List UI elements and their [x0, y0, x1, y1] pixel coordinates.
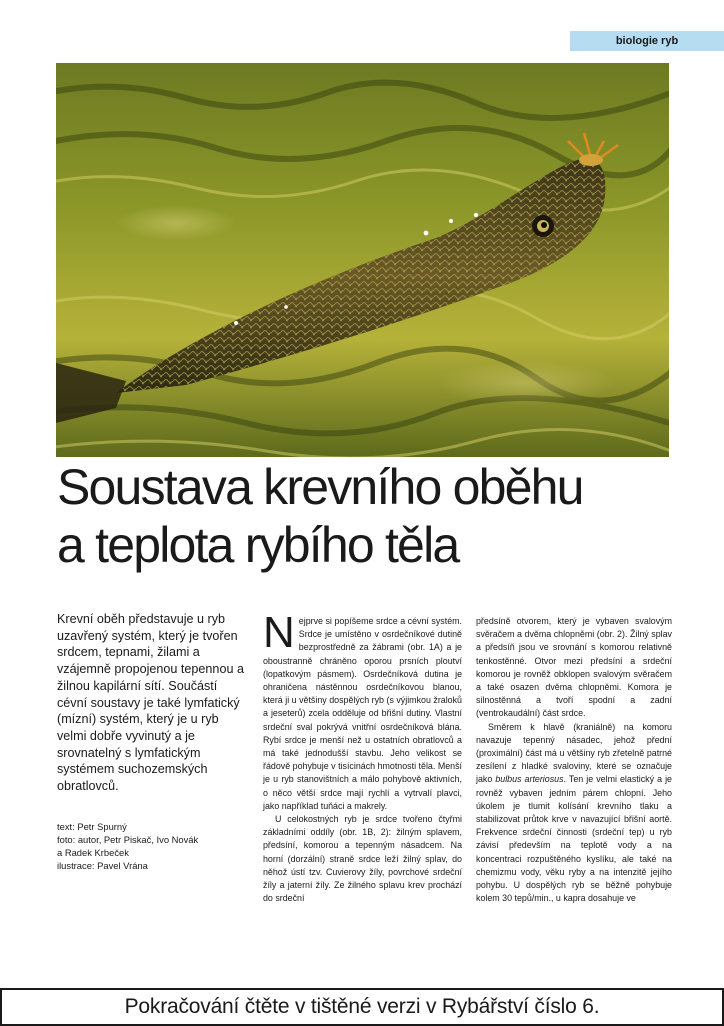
- drop-cap: N: [263, 608, 295, 657]
- body-paragraph: [263, 608, 462, 813]
- body-paragraph-text: ejprve si popíšeme srdce a cévní systém. Srdce je umístěno v osrdečníkové dutině bezprostředně za žábrami (obr. 1A) a je oboustranně chráněno oporou prsních ploutví (lopatkovým pásmem). Osrdečníková dutina je ohraničena nástěnnou osrdečníkovou blanou, která ji u většiny dospělých ryb (s výjimkou žraloků a jeseterů) zcela odděluje od břišní dutiny. Vlastní srdeční sval pokrývá vnitřní osrdečníková blána. Rybí srdce je menší než u ostatních obratlovců a má také jednodušší stavbu. Jeho velikost se řádově pohybuje v tisícinách hmotnosti těla. Menší je u ryb stanovištních a málo pohybově aktivních, o něco větší srdce mají rychlí a vytrvalí plavci, jako například tuňáci a makrely.: [263, 616, 462, 811]
- credit-text: text: Petr Spurný: [57, 821, 127, 832]
- headline-line-2: a teplota rybího těla: [57, 517, 459, 573]
- body-text: . Ten je velmi elastický a je rovněž vybaven jedním párem chlopní. Jeho úkolem je tlumit kolísání krevního tlaku a stabilizovat průtok krve v navazující břišní aortě. Frekvence srdeční činnosti (srdeční tep) u ryb závisí především na teplotě vody a na koncentraci rozpuštěného kyslíku, ale také na chemizmu vody, věku ryby a na intenzitě jejího pohybu. U dospělých ryb se běžně pohybuje kolem 30 tepů/min., u kapra dosahuje ve: [476, 774, 672, 904]
- credit-illustration: ilustrace: Pavel Vrána: [57, 860, 148, 871]
- headline-line-1: Soustava krevního oběhu: [57, 459, 583, 515]
- body-column-2: [476, 615, 672, 905]
- hero-photo-trout: [56, 63, 669, 457]
- body-paragraph: [476, 721, 672, 906]
- body-paragraph: U celokostných ryb je srdce tvořeno čtyřmi základními oddíly (obr. 1B, 2): žilným splavem, předsíní, komorou a tepenným násadcem. Na horní (dorzální) straně srdce leží žilný splav, do něhož ústí tzv. Cuvierovy žíly, povrchové srdeční žíly a jaterní žíly. Ze žilného splavu krev prochází do srdeční: [263, 814, 462, 904]
- article-credits: [57, 820, 252, 872]
- credit-photo-continued: a Radek Krbeček: [57, 847, 129, 858]
- body-column-1: [263, 608, 462, 905]
- lead-paragraph: Krevní oběh představuje u ryb uzavřený systém, který je tvořen srdcem, tepnami, žilami a vzájemně propojenou tepennou a žilnou kapilární sítí. Součástí cévní soustavy je také lymfatický (mízní) systém, který je u ryb velmi dobře vyvinutý a je srovnatelný s lymfatickým systémem suchozemských obratlovců.: [57, 612, 244, 794]
- trout-with-fly-image: [56, 63, 669, 457]
- section-label: biologie ryb: [570, 31, 724, 51]
- article-headline: [57, 458, 697, 574]
- body-text: Směrem k hlavě (kraniálně) na komoru navazuje tepenný násadec, jehož přední (proximální) část má u většiny ryb zřetelně patrné zesílení z hladké svaloviny, které se označuje jako: [476, 721, 672, 785]
- body-paragraph: předsíně otvorem, který je vybaven svalovým svěračem a dvěma chlopněmi (obr. 2). Žilný splav a předsíň jsou ve srovnání s komorou relativně tenkostěnné. Otvor mezi předsíní a srdeční komorou je rovněž obklopen svalovým svěračem a také osazen dvěma chlopněmi. Komora je silnostěnná a tvoří spodní a zadní (ventrokaudální) část srdce.: [476, 616, 672, 719]
- credit-photo: foto: autor, Petr Piskač, Ivo Novák: [57, 834, 199, 845]
- continuation-notice: Pokračování čtěte v tištěné verzi v Rybářství číslo 6.: [0, 988, 724, 1026]
- latin-term: bulbus arteriosus: [495, 774, 564, 785]
